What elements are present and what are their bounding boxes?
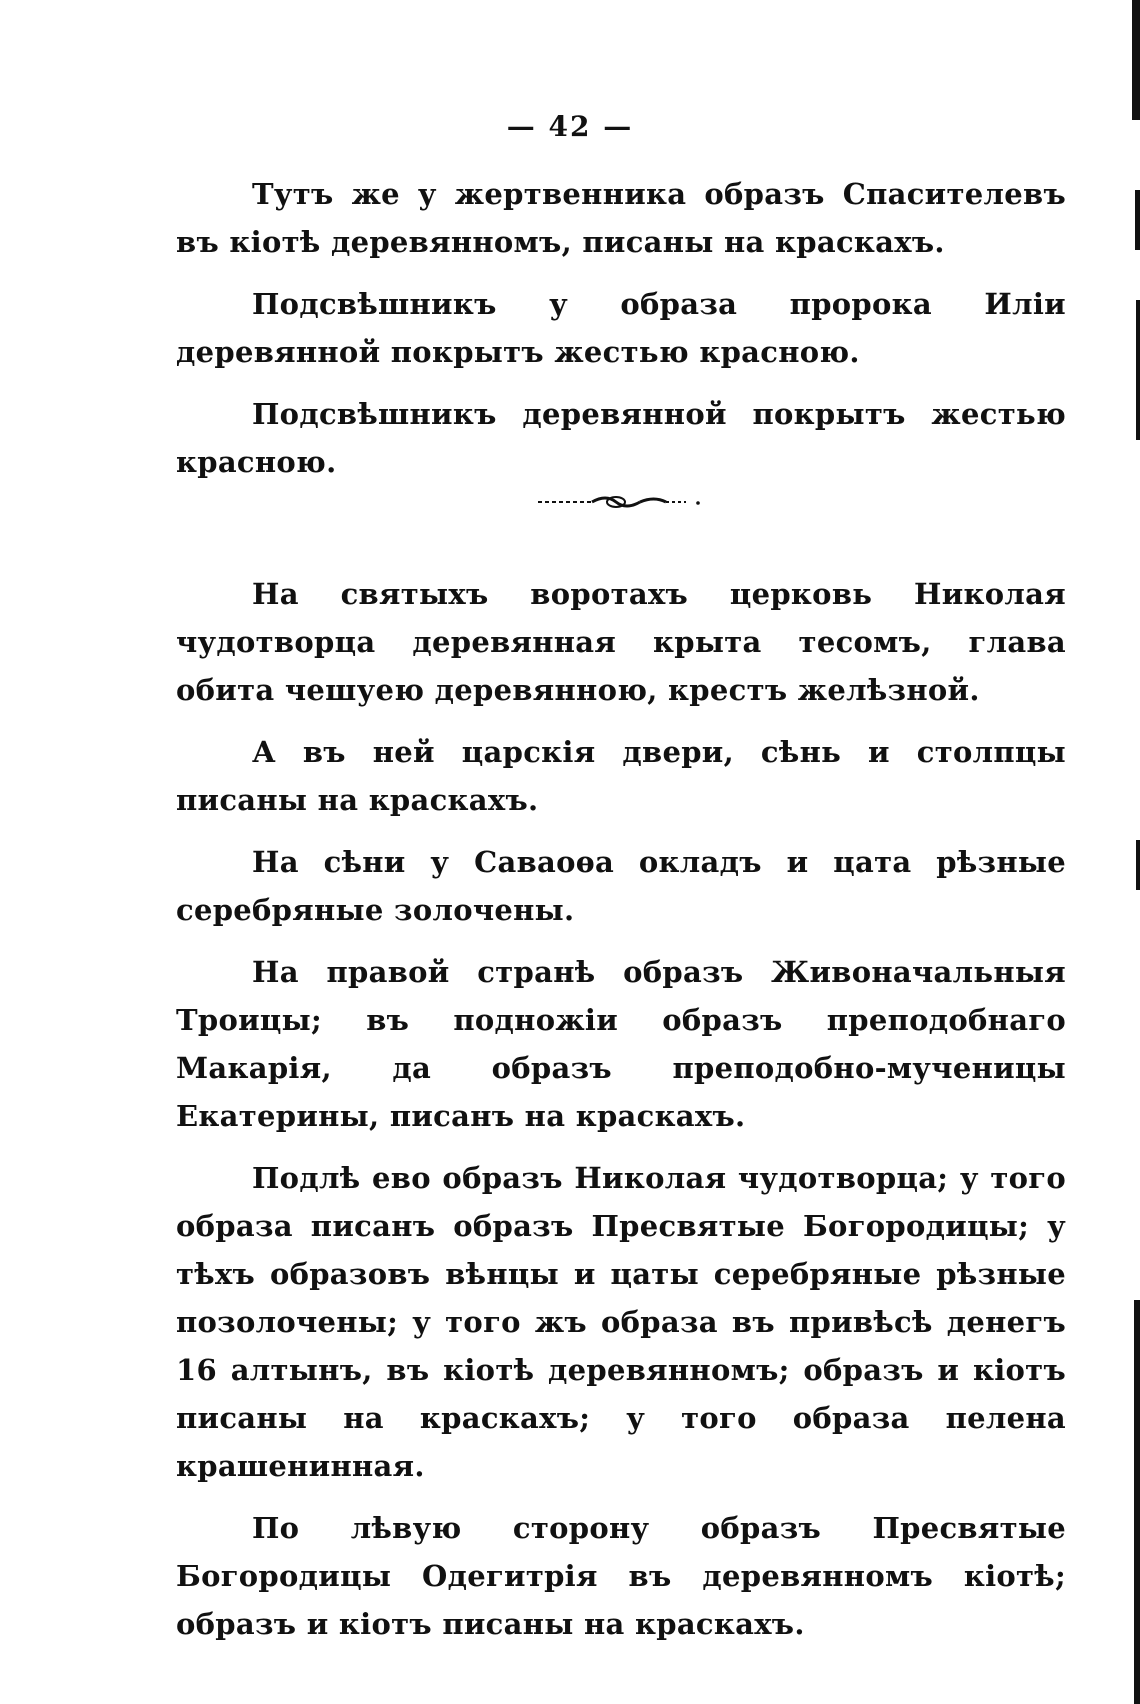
scan-edge-mark (1136, 300, 1140, 440)
scan-edge-mark (1136, 840, 1140, 890)
text-section-two (176, 570, 1066, 1662)
scan-edge-mark (1135, 190, 1140, 250)
text-section-one (176, 170, 1066, 500)
paragraph: По лѣвую сторону образъ Пресвятые Богородицы Одегитрія въ деревянномъ кіотѣ; образъ и кіотъ писаны на краскахъ. (176, 1511, 1066, 1641)
paragraph: На правой странѣ образъ Живоначальныя Троицы; въ подножіи образъ преподобнаго Макарія, да образъ преподобно-мученицы Екатерины, писанъ на краскахъ. (176, 955, 1066, 1133)
page-number: — 42 — (506, 110, 634, 143)
decorative-divider-icon (536, 490, 704, 514)
paragraph: Тутъ же у жертвенника образъ Спасителевъ въ кіотѣ деревянномъ, писаны на краскахъ. (176, 177, 1066, 259)
paragraph: Подлѣ ево образъ Николая чудотворца; у того образа писанъ образъ Пресвятые Богородицы; у тѣхъ образовъ вѣнцы и цаты серебряные рѣзные позолочены; у того жъ образа въ привѣсѣ денегъ 16 алтынъ, въ кіотѣ деревянномъ; образъ и кіотъ писаны на краскахъ; у того образа пелена крашенинная. (176, 1161, 1066, 1483)
scan-edge-mark (1132, 0, 1140, 120)
paragraph: На святыхъ воротахъ церковь Николая чудотворца деревянная крыта тесомъ, глава обита чешуею деревянною, крестъ желѣзной. (176, 577, 1066, 707)
paragraph: Подсвѣшникъ деревянной покрытъ жестью красною. (176, 397, 1066, 479)
scan-edge-mark (1134, 1300, 1140, 1704)
paragraph: А въ ней царскія двери, сѣнь и столпцы писаны на краскахъ. (176, 735, 1066, 817)
paragraph: На сѣни у Саваоѳа окладъ и цата рѣзные серебряные золочены. (176, 845, 1066, 927)
paragraph: Подсвѣшникъ у образа пророка Иліи деревянной покрытъ жестью красною. (176, 287, 1066, 369)
